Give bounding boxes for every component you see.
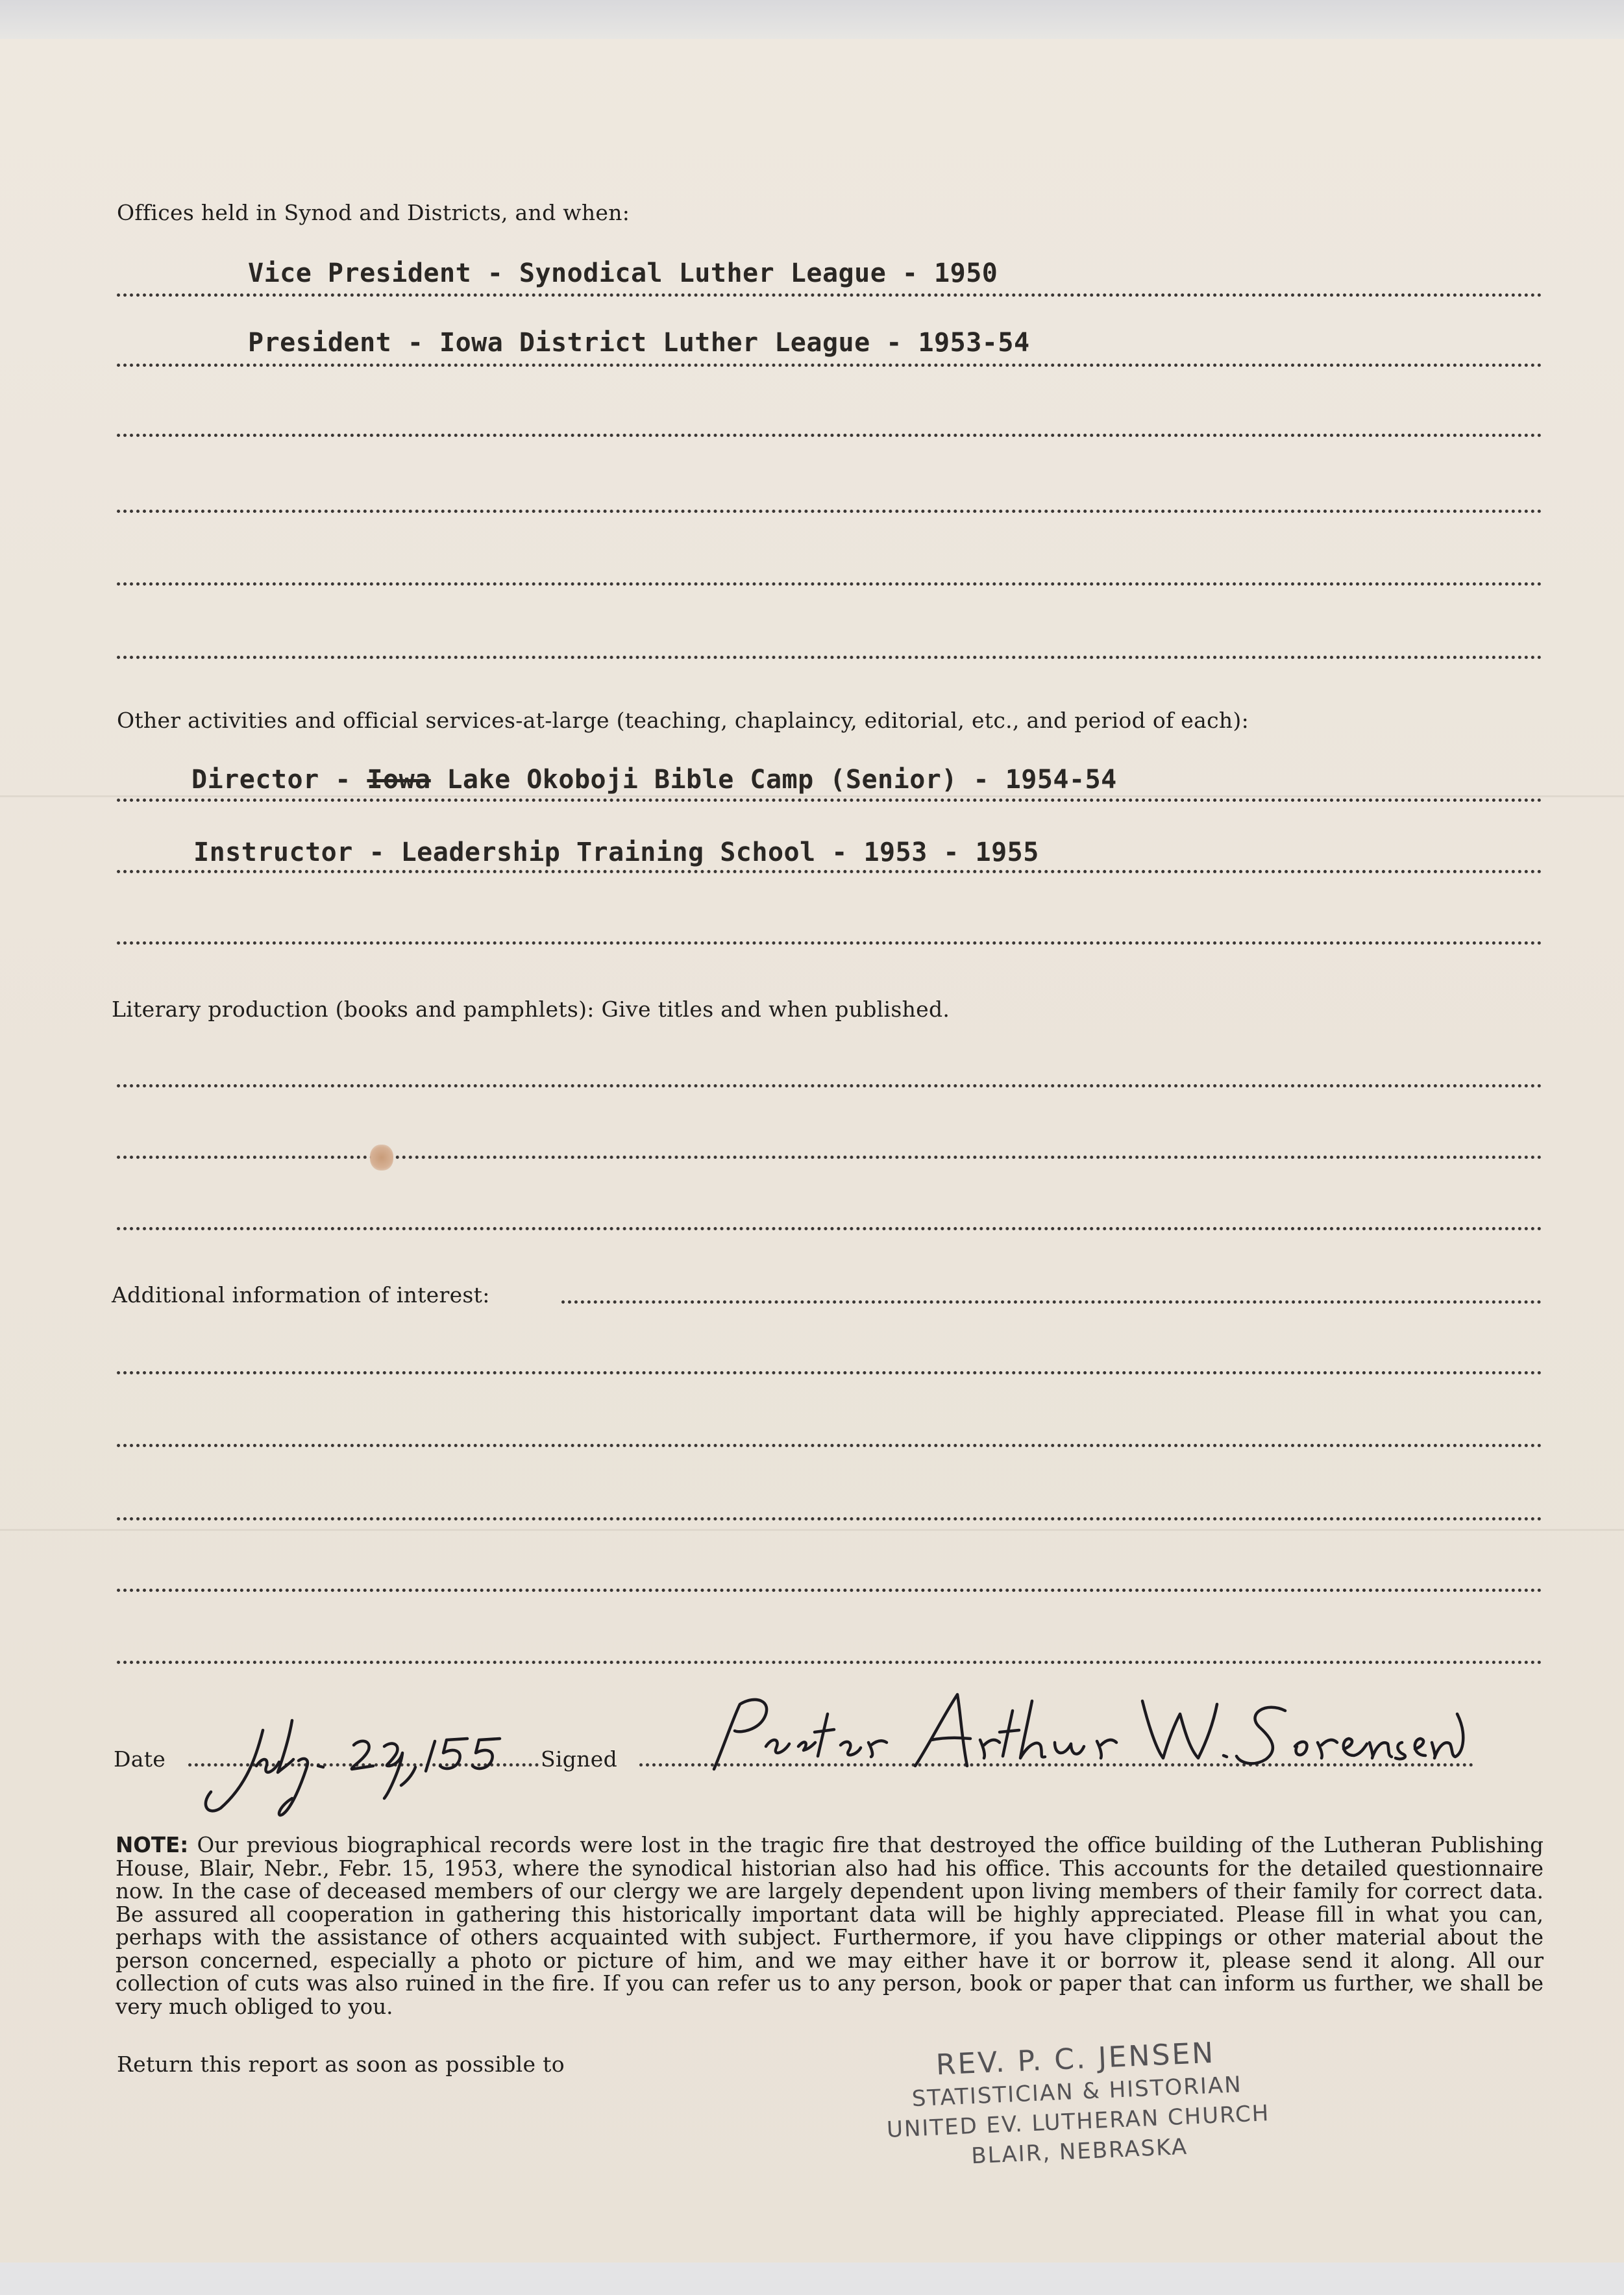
offices-line: [117, 364, 1542, 367]
office-entry: President - Iowa District Luther League - 1953-54: [248, 328, 1030, 358]
date-label: Date: [114, 1746, 166, 1772]
return-label: Return this report as soon as possible to: [117, 2052, 565, 2077]
literary-line: [117, 1227, 1542, 1230]
handwritten-date: [195, 1694, 571, 1824]
additional-label: Additional information of interest:: [112, 1282, 490, 1308]
offices-line: [117, 510, 1542, 513]
note-heading: NOTE:: [116, 1833, 189, 1857]
literary-line: [117, 1156, 1542, 1159]
note-text: Our previous biographical records were lost in the tragic fire that destroyed the office building of the Lutheran Publishing House, Blair, Nebr., Febr. 15, 1953, where the synodical historian also had his office. This accounts for the detailed questionnaire now. In the case of deceased members of our clergy we are largely dependent upon living members of their family for correct data. Be assured all cooperation in gathering this historically important data will be highly appreciated. Please fill in what you can, perhaps with the assistance of others acquainted with subject. Furthermore, if you have clippings or other material about the person concerned, especially a photo or picture of him, and we may either have it or borrow it, please send it along. All our collection of cuts was also ruined in the fire. If you can refer us to any person, book or paper that can inform us further, we shall be very much obliged to you.: [116, 1833, 1544, 2019]
offices-line: [117, 434, 1542, 437]
note-paragraph: [116, 1834, 1544, 2018]
activity-suffix: Lake Okoboji Bible Camp (Senior) - 1954-54: [430, 765, 1117, 795]
additional-line: [117, 1371, 1542, 1374]
struck-word: Iowa: [367, 765, 431, 795]
activity-entry: Instructor - Leadership Training School - 1953 - 1955: [193, 837, 1039, 867]
activities-label: Other activities and official services-at-large (teaching, chaplaincy, editorial, etc., and period of each):: [117, 708, 1249, 733]
paper-stain: [370, 1145, 393, 1171]
activities-line: [117, 799, 1542, 802]
offices-line: [117, 656, 1542, 659]
address-stamp: [880, 2033, 1275, 2175]
literary-line: [117, 1084, 1542, 1087]
stamp-name: REV. P. C. JENSEN: [935, 2036, 1216, 2082]
handwritten-signature: [695, 1675, 1467, 1798]
offices-line: [117, 293, 1542, 297]
offices-line: [117, 582, 1542, 586]
activity-prefix: Director -: [191, 765, 367, 795]
activities-line: [117, 941, 1542, 945]
activities-line: [117, 870, 1542, 873]
literary-label: Literary production (books and pamphlets): Give titles and when published.: [112, 997, 950, 1022]
additional-line: [117, 1661, 1542, 1664]
offices-label: Offices held in Synod and Districts, and when:: [117, 200, 630, 225]
office-entry: Vice President - Synodical Luther League - 1950: [248, 258, 998, 288]
scanner-bottom-edge: [0, 2263, 1624, 2295]
additional-line: [117, 1517, 1542, 1520]
additional-line: [117, 1589, 1542, 1592]
signed-label: Signed: [541, 1746, 617, 1772]
activity-entry: [191, 765, 1117, 795]
scanner-top-edge: [0, 0, 1624, 39]
paper-fold: [0, 795, 1624, 797]
additional-line: [117, 1444, 1542, 1447]
paper-fold: [0, 1529, 1624, 1531]
additional-line: [561, 1300, 1542, 1304]
stamp-church: UNITED EV. LUTHERAN CHURCH: [886, 2100, 1271, 2143]
stamp-title: STATISTICIAN & HISTORIAN: [911, 2071, 1243, 2113]
stamp-location: BLAIR, NEBRASKA: [970, 2133, 1188, 2170]
